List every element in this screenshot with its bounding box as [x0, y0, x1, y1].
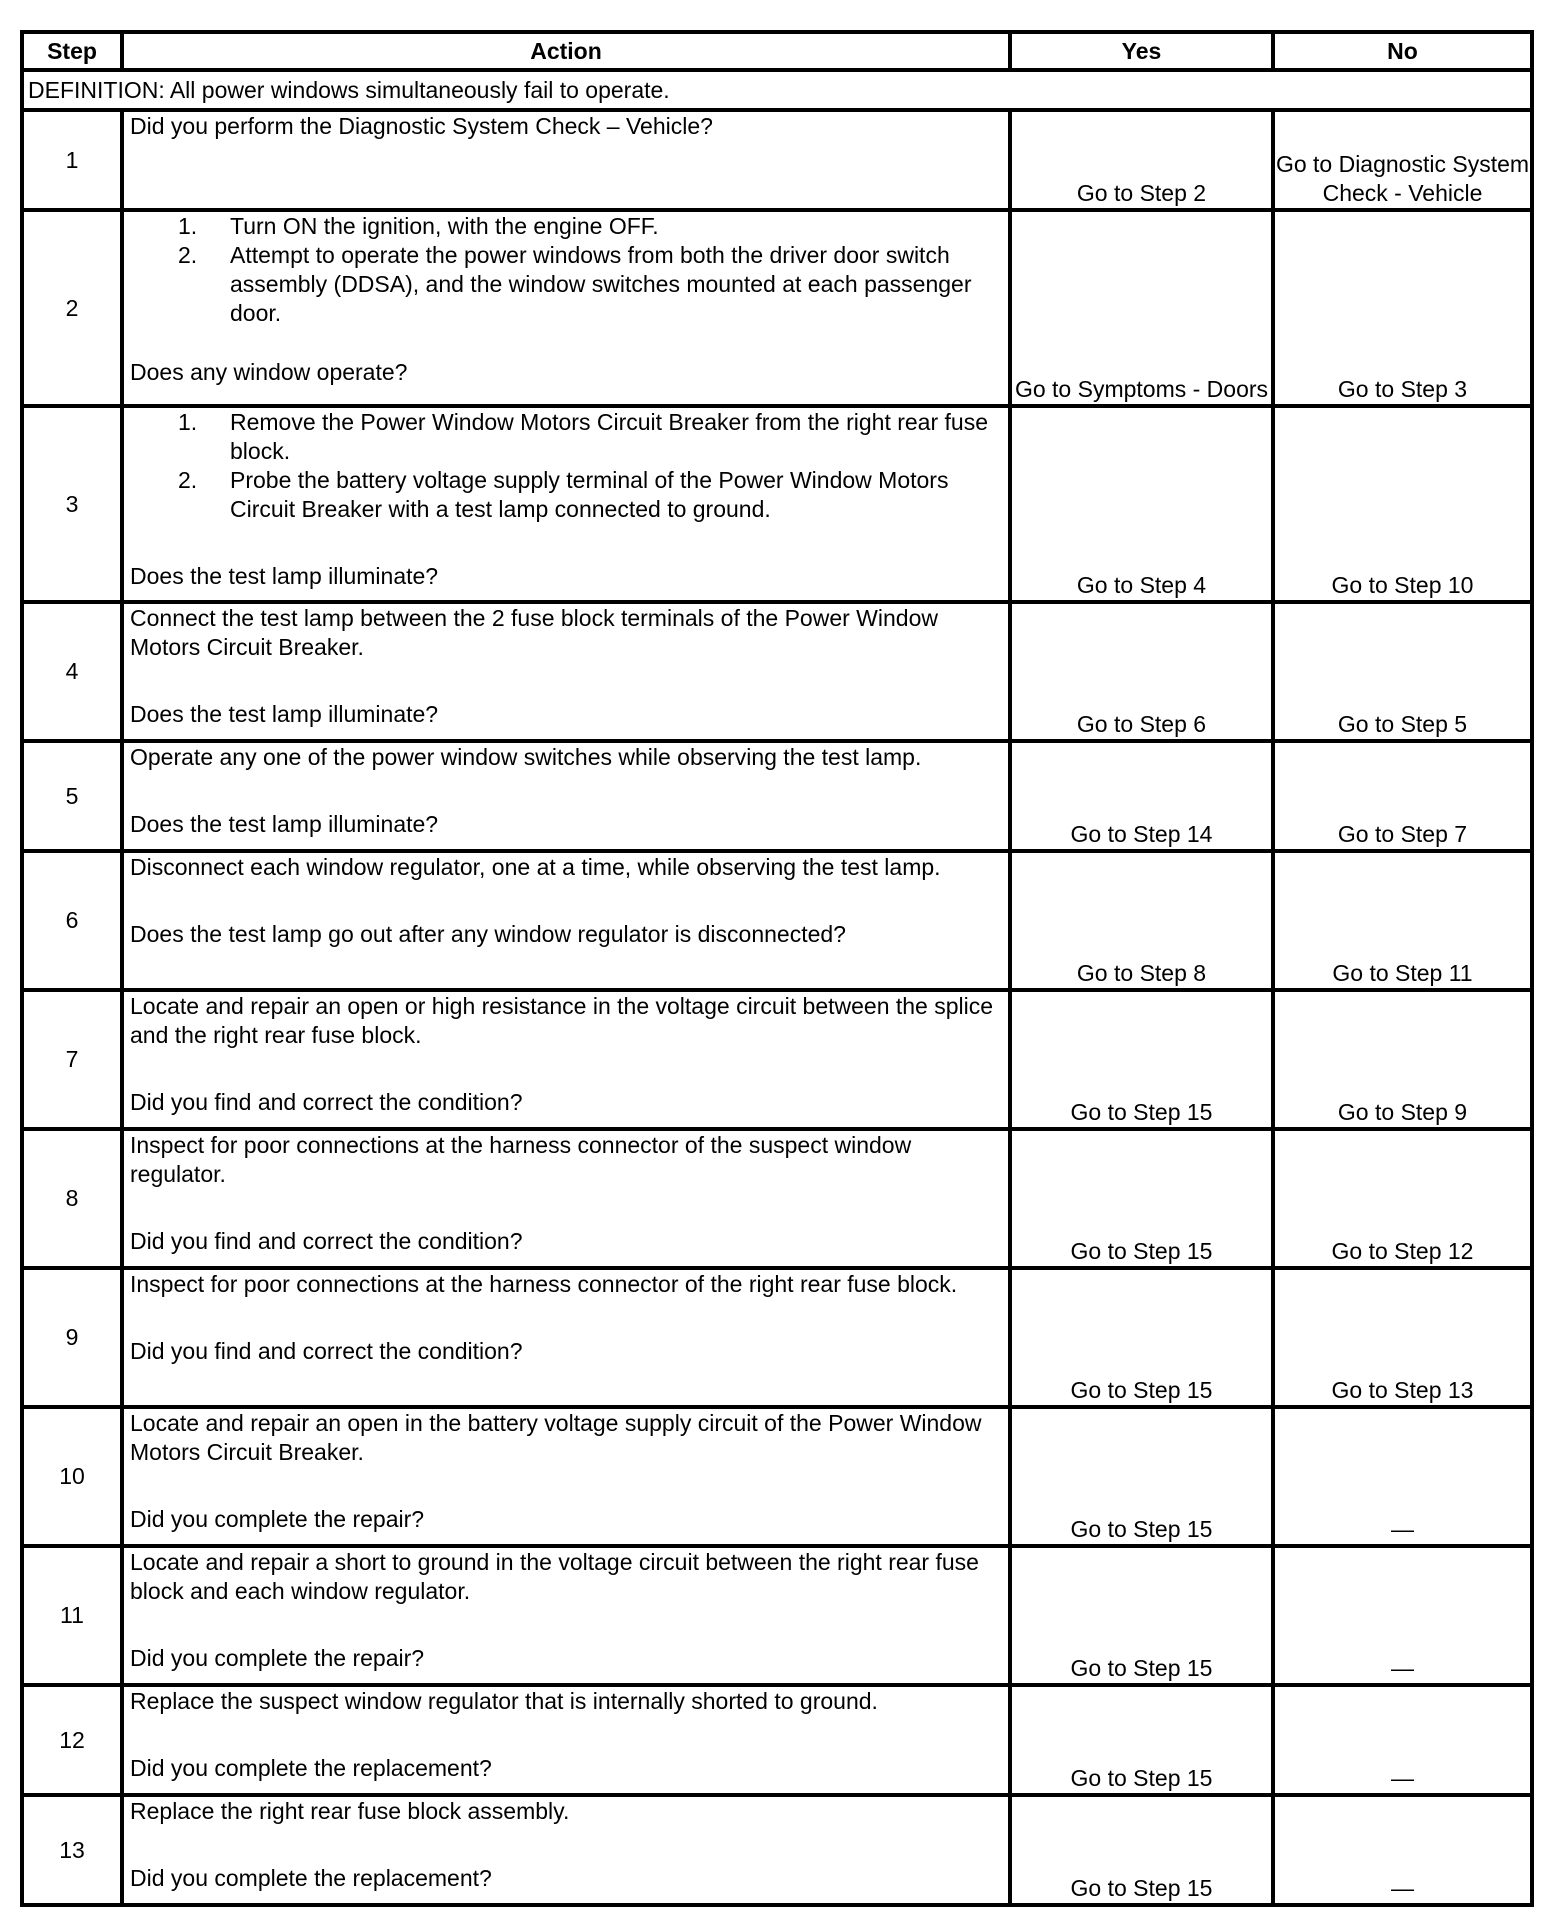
- action-question: Does the test lamp illuminate?: [130, 563, 439, 589]
- list-item: 1. Turn ON the ignition, with the engine OFF.: [178, 213, 659, 239]
- no-cell: Go to Step 10: [1273, 406, 1532, 602]
- action-text: Locate and repair an open or high resistance in the voltage circuit between the splice and the right rear fuse block.: [130, 993, 994, 1048]
- yes-cell: Go to Step 15: [1010, 1407, 1273, 1546]
- header-action: Action: [122, 32, 1010, 70]
- no-cell: Go to Diagnostic System Check - Vehicle: [1273, 110, 1532, 210]
- step-number: 8: [22, 1129, 122, 1268]
- yes-cell: Go to Step 15: [1010, 1546, 1273, 1685]
- table-row: [22, 406, 1532, 602]
- action-cell: [122, 406, 1010, 602]
- yes-cell: Go to Step 8: [1010, 851, 1273, 990]
- action-question: Does the test lamp go out after any window regulator is disconnected?: [130, 921, 846, 947]
- table-row: [22, 1685, 1532, 1795]
- step-number: 7: [22, 990, 122, 1129]
- table-row: [22, 851, 1532, 990]
- no-cell: Go to Step 3: [1273, 210, 1532, 406]
- yes-cell: Go to Step 15: [1010, 990, 1273, 1129]
- step-number: 10: [22, 1407, 122, 1546]
- action-text: Locate and repair an open in the battery voltage supply circuit of the Power Window Motors Circuit Breaker.: [130, 1410, 982, 1465]
- yes-cell: Go to Step 15: [1010, 1268, 1273, 1407]
- yes-cell: Go to Step 15: [1010, 1795, 1273, 1905]
- action-text: Replace the right rear fuse block assembly.: [130, 1798, 570, 1824]
- yes-cell: Go to Step 14: [1010, 741, 1273, 851]
- table-row: [22, 210, 1532, 406]
- step-number: 4: [22, 602, 122, 741]
- step-number: 11: [22, 1546, 122, 1685]
- step-number: 9: [22, 1268, 122, 1407]
- action-text: Operate any one of the power window switches while observing the test lamp.: [130, 744, 922, 770]
- action-question: Does any window operate?: [130, 359, 408, 385]
- list-item-text: Probe the battery voltage supply terminal of the Power Window Motors Circuit Breaker with a test lamp connected to ground.: [230, 467, 949, 522]
- list-item-text: Turn ON the ignition, with the engine OFF.: [230, 213, 659, 239]
- definition-text: DEFINITION: All power windows simultaneously fail to operate.: [22, 70, 1532, 110]
- diagnostic-table: [20, 30, 1534, 1907]
- no-cell: —: [1273, 1407, 1532, 1546]
- step-number: 1: [22, 110, 122, 210]
- yes-cell: Go to Step 15: [1010, 1129, 1273, 1268]
- action-text: Disconnect each window regulator, one at a time, while observing the test lamp.: [130, 854, 941, 880]
- action-steps-list: [130, 212, 1004, 328]
- no-cell: Go to Step 9: [1273, 990, 1532, 1129]
- action-cell: [122, 990, 1010, 1129]
- action-cell: [122, 1129, 1010, 1268]
- action-text: Locate and repair a short to ground in the voltage circuit between the right rear fuse block and each window regulator.: [130, 1549, 979, 1604]
- step-number: 12: [22, 1685, 122, 1795]
- action-cell: [122, 1407, 1010, 1546]
- action-cell: [122, 741, 1010, 851]
- action-question: Did you complete the repair?: [130, 1645, 425, 1671]
- action-cell: [122, 1795, 1010, 1905]
- table-row: [22, 1546, 1532, 1685]
- step-number: 6: [22, 851, 122, 990]
- table-row: [22, 1129, 1532, 1268]
- action-cell: [122, 1546, 1010, 1685]
- no-cell: —: [1273, 1795, 1532, 1905]
- action-text: Inspect for poor connections at the harness connector of the suspect window regulator.: [130, 1132, 912, 1187]
- action-question: Did you find and correct the condition?: [130, 1228, 523, 1254]
- header-no: No: [1273, 32, 1532, 70]
- no-cell: Go to Step 12: [1273, 1129, 1532, 1268]
- table-row: [22, 602, 1532, 741]
- no-cell: Go to Step 7: [1273, 741, 1532, 851]
- no-cell: —: [1273, 1546, 1532, 1685]
- action-question: Does the test lamp illuminate?: [130, 701, 439, 727]
- table-row: [22, 1407, 1532, 1546]
- no-cell: —: [1273, 1685, 1532, 1795]
- header-row: [22, 32, 1532, 70]
- list-item: 2. Probe the battery voltage supply terminal of the Power Window Motors Circuit Breaker with a test lamp connected to ground.: [178, 467, 949, 522]
- action-question: Did you find and correct the condition?: [130, 1338, 523, 1364]
- action-cell: [122, 210, 1010, 406]
- step-number: 3: [22, 406, 122, 602]
- action-cell: [122, 1685, 1010, 1795]
- action-question: Did you complete the repair?: [130, 1506, 425, 1532]
- action-cell: [122, 851, 1010, 990]
- no-cell: Go to Step 5: [1273, 602, 1532, 741]
- action-text: Inspect for poor connections at the harness connector of the right rear fuse block.: [130, 1271, 958, 1297]
- table-row: [22, 1795, 1532, 1905]
- action-text: Connect the test lamp between the 2 fuse block terminals of the Power Window Motors Circuit Breaker.: [130, 605, 938, 660]
- table-row: [22, 990, 1532, 1129]
- step-number: 5: [22, 741, 122, 851]
- list-item-text: Remove the Power Window Motors Circuit Breaker from the right rear fuse block.: [230, 409, 988, 464]
- list-item: 2. Attempt to operate the power windows from both the driver door switch assembly (DDSA), and the window switches mounted at each passenger door.: [178, 242, 972, 326]
- action-question: Did you complete the replacement?: [130, 1865, 492, 1891]
- yes-cell: Go to Step 6: [1010, 602, 1273, 741]
- no-cell: Go to Step 13: [1273, 1268, 1532, 1407]
- header-step: Step: [22, 32, 122, 70]
- action-text: Did you perform the Diagnostic System Check – Vehicle?: [130, 113, 713, 139]
- list-item-text: Attempt to operate the power windows from both the driver door switch assembly (DDSA), and the window switches mounted at each passenger door.: [230, 242, 972, 326]
- yes-cell: Go to Step 4: [1010, 406, 1273, 602]
- action-question: Did you complete the replacement?: [130, 1755, 492, 1781]
- step-number: 2: [22, 210, 122, 406]
- action-cell: [122, 110, 1010, 210]
- action-steps-list: [130, 408, 1004, 524]
- yes-cell: Go to Step 15: [1010, 1685, 1273, 1795]
- action-cell: [122, 1268, 1010, 1407]
- table-row: [22, 1268, 1532, 1407]
- action-text: Replace the suspect window regulator that is internally shorted to ground.: [130, 1688, 878, 1714]
- yes-cell: Go to Symptoms - Doors: [1010, 210, 1273, 406]
- no-cell: Go to Step 11: [1273, 851, 1532, 990]
- yes-cell: Go to Step 2: [1010, 110, 1273, 210]
- table-row: [22, 741, 1532, 851]
- step-number: 13: [22, 1795, 122, 1905]
- action-cell: [122, 602, 1010, 741]
- table-row: [22, 110, 1532, 210]
- list-item: 1. Remove the Power Window Motors Circuit Breaker from the right rear fuse block.: [178, 409, 988, 464]
- action-question: Does the test lamp illuminate?: [130, 811, 439, 837]
- definition-row: [22, 70, 1532, 110]
- action-question: Did you find and correct the condition?: [130, 1089, 523, 1115]
- header-yes: Yes: [1010, 32, 1273, 70]
